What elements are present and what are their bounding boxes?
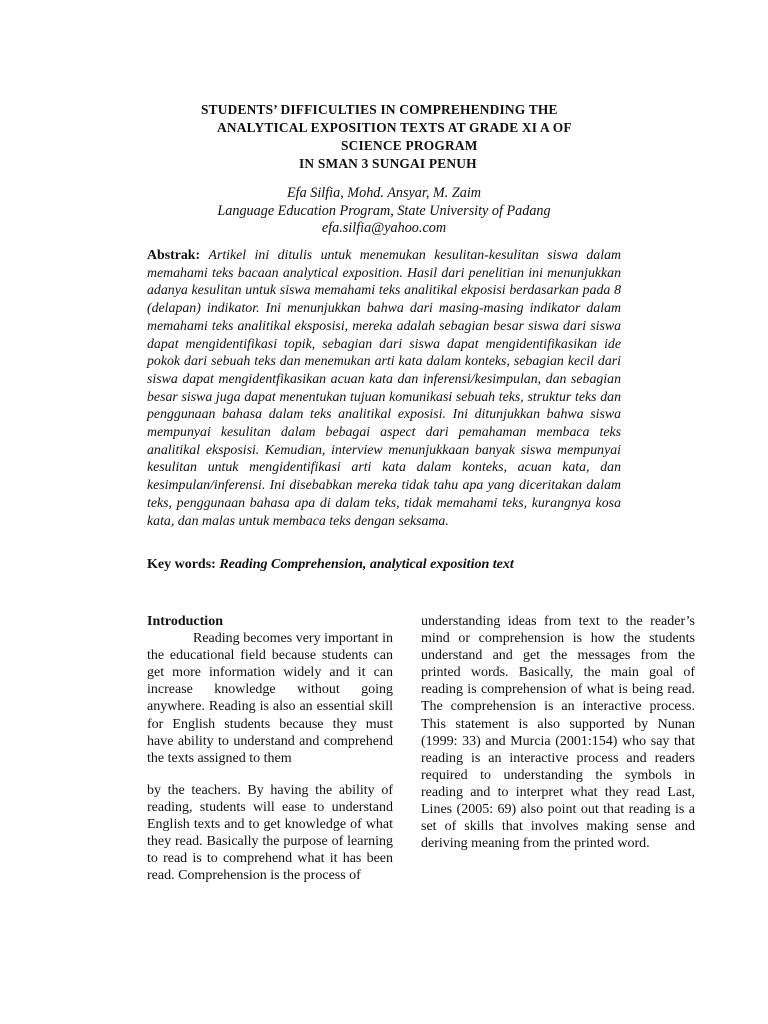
intro-paragraph-3: understanding ideas from text to the reader’s mind or comprehension is how the students understand and get the messages from the printed words. Basically, the main goal of reading is comprehension of what is being read. The comprehension is an interactive process. This statement is also supported by Nunan (1999: 33) and Murcia (2001:154) who say that reading is an interactive process and readers required to understanding the symbols in reading and to interpret what they read Last, Lines (2005: 69) also point out that reading is a set of skills that involves making sense and deriving meaning from the printed word. <box>421 614 695 852</box>
abstract-label: Abstrak: <box>147 247 201 262</box>
keywords-label: Key words: <box>147 557 216 572</box>
section-heading-introduction: Introduction <box>147 614 223 629</box>
intro-paragraph-2: by the teachers. By having the ability of reading, students will ease to understand English texts and to get knowledge of what they read. Basically the purpose of learning to read is to comprehend what it has been read. Comprehension is the process of <box>147 782 393 884</box>
right-column <box>421 613 695 852</box>
author-block <box>147 185 621 238</box>
paper-title <box>190 101 620 173</box>
title-line-4: IN SMAN 3 SUNGAI PENUH <box>299 156 477 171</box>
keywords <box>147 556 621 574</box>
abstract <box>147 246 621 529</box>
author-affiliation: Language Education Program, State University of Padang <box>217 202 551 219</box>
left-column <box>147 613 393 884</box>
author-email: efa.silfia@yahoo.com <box>321 220 447 236</box>
title-line-2: ANALYTICAL EXPOSITION TEXTS AT GRADE XI A OF <box>217 120 572 135</box>
intro-paragraph-1: Reading becomes very important in the educational field because students can get more information widely and it can increase knowledge without going anywhere. Reading is also an essential skill for English students because they must have ability to understand and comprehend the texts assigned to them <box>147 631 393 766</box>
title-line-3: SCIENCE PROGRAM <box>341 138 478 153</box>
author-names: Efa Silfia, Mohd. Ansyar, M. Zaim <box>286 185 482 201</box>
keywords-value: Reading Comprehension, analytical exposition text <box>219 557 514 572</box>
title-line-1: STUDENTS’ DIFFICULTIES IN COMPREHENDING THE <box>201 102 558 117</box>
abstract-text: Artikel ini ditulis untuk menemukan kesulitan-kesulitan siswa dalam memahami teks bacaan analytical exposition. Hasil dari penelitian ini menunjukkan adanya kesulitan untuk siswa memahami teks analitikal ekposisi berdasarkan pada 8 (delapan) indikator. Ini menunjukkan bahwa dari masing-masing indikator dalam memahami teks analitikal eksposisi, mereka adalah sebagian besar siswa dari siswa dapat mengidentifikasi topik, sebagian dari siswa dapat mengidentifikasikan ide pokok dari sebuah teks dan menemukan arti kata dalam konteks, sebagian kecil dari siswa dapat mengidentfikasikan acuan kata dan inferensi/kesimpulan, dan sebagian besar siswa juga dapat menentukan tujuan komunikasi sebuah teks, struktur teks dan penggunaan bahasa dalam teks analitikal exposisi. Ini ditunjukkan bahwa siswa mempunyai kesulitan dalam bebagai aspect dari pemahaman membaca teks analitikal eksposisi. Kemudian, interview menunjukkaan banyak siswa mempunyai kesulitan untuk mengidentifikasi arti kata dalam konteks, acuan kata, dan kesimpulan/inferensi. Ini disebabkan mereka tidak tahu apa yang diceritakan dalam teks, penggunaan bahasa apa di dalam teks, tidak memahami teks, kurangnya kosa kata, dan malas untuk membaca teks dengan seksama. <box>147 247 621 528</box>
